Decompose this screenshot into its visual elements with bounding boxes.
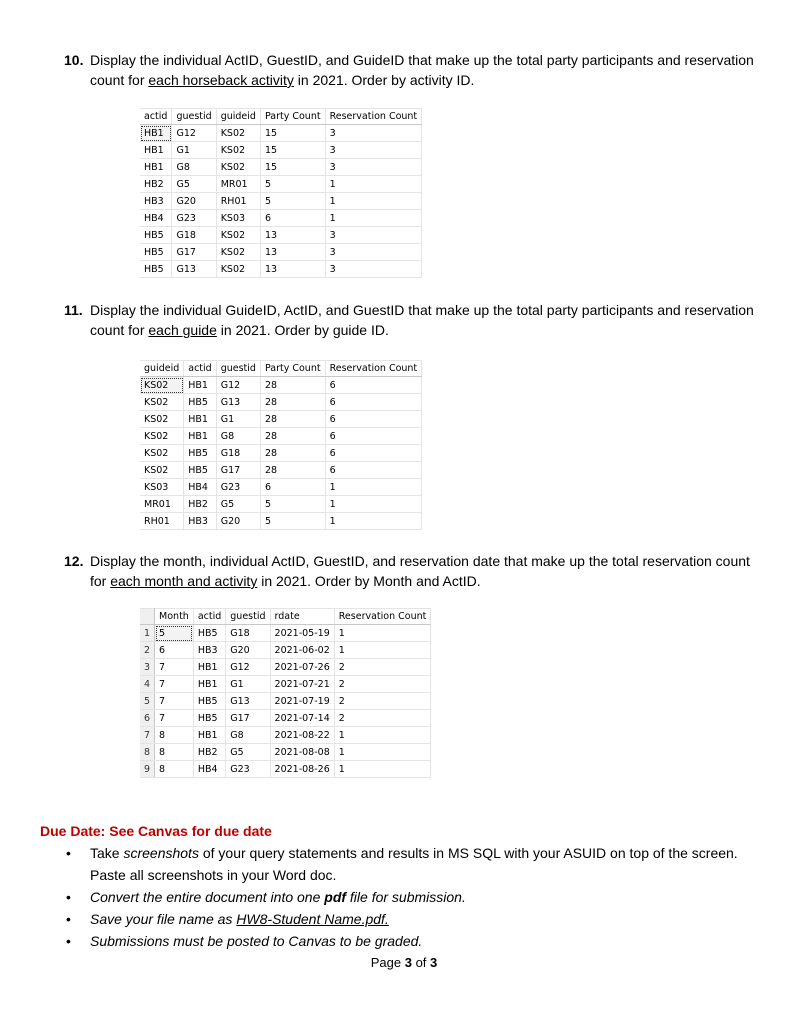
question-text: Display the month, individual ActID, GuestID, and reservation date that make up the total reservation count for	[90, 553, 750, 589]
grid-cell[interactable]: 5	[260, 513, 325, 530]
row-number[interactable]: 1	[140, 625, 155, 642]
grid-cell[interactable]: KS02	[216, 261, 260, 278]
grid-cell[interactable]: 15	[260, 125, 325, 142]
table-row	[140, 159, 422, 176]
grid-cell[interactable]: KS02	[140, 462, 184, 479]
table-row	[140, 761, 431, 778]
instruction-emphasis: pdf	[324, 889, 347, 905]
column-header[interactable]: actid	[184, 361, 216, 377]
grid-cell[interactable]: G17	[172, 244, 216, 261]
grid-cell[interactable]: G8	[226, 727, 270, 744]
grid-cell[interactable]: RH01	[140, 513, 184, 530]
results-grid-q12	[140, 608, 431, 778]
grid-cell[interactable]: 2021-07-26	[270, 659, 334, 676]
grid-cell[interactable]: 7	[155, 710, 194, 727]
file-name-example: HW8-Student Name.pdf.	[236, 911, 389, 927]
grid-cell[interactable]: HB1	[193, 659, 225, 676]
column-header[interactable]: Reservation Count	[325, 361, 422, 377]
table-row	[140, 411, 422, 428]
grid-cell[interactable]: 13	[260, 227, 325, 244]
grid-cell[interactable]: KS02	[140, 394, 184, 411]
instruction-item	[66, 930, 766, 952]
row-number[interactable]: 3	[140, 659, 155, 676]
table-row	[140, 377, 422, 394]
grid-cell[interactable]: G17	[216, 462, 260, 479]
grid-cell[interactable]: 2021-07-14	[270, 710, 334, 727]
question-11	[64, 300, 770, 340]
grid-header-row	[140, 609, 431, 625]
grid-cell[interactable]: 6	[260, 479, 325, 496]
grid-cell[interactable]: 28	[260, 411, 325, 428]
grid-header-row	[140, 361, 422, 377]
grid-cell[interactable]: 28	[260, 462, 325, 479]
grid-cell[interactable]: 1	[334, 625, 431, 642]
grid-cell[interactable]: G18	[172, 227, 216, 244]
grid-cell[interactable]: G23	[226, 761, 270, 778]
grid-cell[interactable]: MR01	[216, 176, 260, 193]
row-number[interactable]: 8	[140, 744, 155, 761]
grid-cell[interactable]: 8	[155, 727, 194, 744]
table-row	[140, 445, 422, 462]
page-footer	[0, 955, 800, 970]
grid-cell[interactable]: G20	[226, 642, 270, 659]
question-underlined: each horseback activity	[148, 72, 294, 88]
question-text: Display the individual ActID, GuestID, and GuideID that make up the total party participants and reservation count for	[90, 52, 754, 88]
column-header[interactable]: Reservation Count	[325, 109, 422, 125]
grid-cell[interactable]: G5	[172, 176, 216, 193]
grid-cell[interactable]: 6	[325, 445, 422, 462]
grid-cell[interactable]: G18	[226, 625, 270, 642]
grid-cell[interactable]: HB1	[140, 125, 172, 142]
instruction-item	[66, 908, 766, 930]
grid-cell[interactable]: RH01	[216, 193, 260, 210]
grid-cell[interactable]: HB2	[193, 744, 225, 761]
instruction-text: file for submission.	[346, 889, 466, 905]
grid-cell[interactable]: G13	[216, 394, 260, 411]
footer-page-number: 3	[404, 955, 412, 970]
grid-cell[interactable]: HB3	[193, 642, 225, 659]
table-row	[140, 428, 422, 445]
column-header[interactable]: Party Count	[260, 361, 325, 377]
grid-cell[interactable]: G18	[216, 445, 260, 462]
question-number: 12.	[64, 553, 84, 569]
grid-cell[interactable]: HB1	[184, 411, 216, 428]
results-grid-q11	[140, 360, 422, 530]
question-10	[64, 50, 770, 90]
bullet-icon: •	[66, 845, 71, 861]
grid-cell[interactable]: G20	[172, 193, 216, 210]
grid-cell[interactable]: HB5	[140, 244, 172, 261]
grid-cell[interactable]: G12	[172, 125, 216, 142]
grid-cell[interactable]: HB5	[140, 261, 172, 278]
column-header[interactable]: rdate	[270, 609, 334, 625]
column-header[interactable]: guestid	[172, 109, 216, 125]
table-row	[140, 394, 422, 411]
grid-cell[interactable]: 3	[325, 159, 422, 176]
question-number: 11.	[64, 302, 83, 318]
question-underlined: each month and activity	[110, 573, 258, 589]
question-text-end: in 2021. Order by activity ID.	[293, 72, 475, 88]
grid-cell[interactable]: 2021-08-08	[270, 744, 334, 761]
column-header[interactable]: guestid	[216, 361, 260, 377]
results-grid-q10	[140, 108, 422, 278]
grid-cell[interactable]: 6	[325, 411, 422, 428]
grid-cell[interactable]: G17	[226, 710, 270, 727]
footer-page-word: Page	[370, 955, 402, 970]
instruction-item	[66, 886, 766, 908]
column-header[interactable]: guestid	[226, 609, 270, 625]
grid-cell[interactable]: 3	[325, 142, 422, 159]
instruction-text: Save your file name as	[90, 911, 237, 927]
table-row	[140, 642, 431, 659]
grid-cell[interactable]: KS02	[216, 142, 260, 159]
grid-cell[interactable]: 1	[334, 761, 431, 778]
grid-cell[interactable]: KS02	[216, 244, 260, 261]
grid-cell[interactable]: HB5	[193, 693, 225, 710]
instruction-text: of your query statements and results in MS SQL with your ASUID on top of the screen. Paste all screenshots in your Word doc.	[90, 845, 738, 883]
grid-cell[interactable]: G8	[172, 159, 216, 176]
grid-cell[interactable]: G1	[172, 142, 216, 159]
grid-cell[interactable]: G13	[172, 261, 216, 278]
grid-cell[interactable]: 2021-05-19	[270, 625, 334, 642]
row-number[interactable]: 7	[140, 727, 155, 744]
grid-cell[interactable]: HB4	[193, 761, 225, 778]
grid-cell[interactable]: 2	[334, 710, 431, 727]
grid-cell[interactable]: 3	[325, 227, 422, 244]
grid-cell[interactable]: G1	[226, 676, 270, 693]
footer-of-word: of	[415, 955, 427, 970]
row-number[interactable]: 9	[140, 761, 155, 778]
grid-cell[interactable]: 6	[325, 394, 422, 411]
grid-cell[interactable]: HB5	[184, 445, 216, 462]
footer-page-total: 3	[430, 955, 438, 970]
grid-cell[interactable]: KS02	[140, 411, 184, 428]
grid-cell[interactable]: 1	[334, 642, 431, 659]
grid-cell[interactable]: 5	[260, 176, 325, 193]
grid-cell[interactable]: 2	[334, 659, 431, 676]
table-row	[140, 227, 422, 244]
grid-cell[interactable]: KS02	[216, 159, 260, 176]
table-row	[140, 744, 431, 761]
column-header[interactable]	[140, 609, 155, 625]
table-row	[140, 625, 431, 642]
grid-cell[interactable]: G1	[216, 411, 260, 428]
instruction-text: Convert the entire document into one	[90, 889, 325, 905]
table-row	[140, 176, 422, 193]
grid-cell[interactable]: KS02	[216, 227, 260, 244]
row-number[interactable]: 5	[140, 693, 155, 710]
instruction-item	[66, 842, 766, 886]
table-row	[140, 659, 431, 676]
grid-cell[interactable]: 28	[260, 445, 325, 462]
question-number: 10.	[64, 52, 84, 68]
question-text-end: in 2021. Order by guide ID.	[216, 322, 389, 338]
table-row	[140, 210, 422, 227]
grid-cell[interactable]: 1	[334, 744, 431, 761]
grid-header-row	[140, 109, 422, 125]
instruction-emphasis: screenshots	[123, 845, 199, 861]
bullet-icon: •	[66, 911, 71, 927]
grid-cell[interactable]: 5	[260, 496, 325, 513]
grid-cell[interactable]: G23	[172, 210, 216, 227]
grid-cell[interactable]: 6	[260, 210, 325, 227]
grid-cell[interactable]: KS03	[216, 210, 260, 227]
grid-cell[interactable]: 1	[325, 193, 422, 210]
table-row	[140, 193, 422, 210]
grid-cell[interactable]: 3	[325, 261, 422, 278]
grid-cell[interactable]: 6	[325, 428, 422, 445]
row-number[interactable]: 4	[140, 676, 155, 693]
grid-cell[interactable]: G8	[216, 428, 260, 445]
grid-cell[interactable]: 2021-07-19	[270, 693, 334, 710]
instruction-text: Submissions must be posted to Canvas to be graded.	[90, 933, 423, 949]
grid-cell[interactable]: HB1	[193, 676, 225, 693]
grid-cell[interactable]: 2021-07-21	[270, 676, 334, 693]
column-header[interactable]: guideid	[216, 109, 260, 125]
grid-cell[interactable]: 28	[260, 377, 325, 394]
grid-cell[interactable]: 2021-06-02	[270, 642, 334, 659]
due-date-heading: Due Date: See Canvas for due date	[40, 823, 272, 839]
question-12	[64, 551, 770, 591]
question-text: Display the individual GuideID, ActID, and GuestID that make up the total party participants and reservation count for	[90, 302, 754, 338]
table-row	[140, 513, 422, 530]
grid-cell[interactable]: 8	[155, 761, 194, 778]
grid-cell[interactable]: HB2	[184, 496, 216, 513]
table-row	[140, 479, 422, 496]
grid-cell[interactable]: HB5	[193, 710, 225, 727]
grid-cell[interactable]: 1	[325, 176, 422, 193]
grid-cell[interactable]: 2021-08-26	[270, 761, 334, 778]
table-row	[140, 693, 431, 710]
grid-cell[interactable]: 2	[334, 676, 431, 693]
grid-cell[interactable]: HB4	[184, 479, 216, 496]
bullet-icon: •	[66, 889, 71, 905]
table-row	[140, 261, 422, 278]
grid-cell[interactable]: HB3	[140, 193, 172, 210]
grid-cell[interactable]: 1	[325, 513, 422, 530]
question-text-end: in 2021. Order by Month and ActID.	[257, 573, 481, 589]
grid-cell[interactable]: HB5	[140, 227, 172, 244]
grid-cell[interactable]: HB3	[184, 513, 216, 530]
grid-cell[interactable]: G23	[216, 479, 260, 496]
grid-cell[interactable]: 3	[325, 244, 422, 261]
grid-cell[interactable]: 15	[260, 142, 325, 159]
grid-cell[interactable]: 8	[155, 744, 194, 761]
grid-cell[interactable]: HB1	[184, 428, 216, 445]
column-header[interactable]: Party Count	[260, 109, 325, 125]
table-row	[140, 727, 431, 744]
grid-cell[interactable]: 28	[260, 394, 325, 411]
grid-cell[interactable]: HB2	[140, 176, 172, 193]
grid-cell[interactable]: HB1	[193, 727, 225, 744]
grid-cell[interactable]: G5	[226, 744, 270, 761]
grid-cell[interactable]: HB1	[184, 377, 216, 394]
grid-cell[interactable]: KS02	[140, 428, 184, 445]
grid-cell[interactable]: KS02	[216, 125, 260, 142]
instructions-list	[66, 842, 766, 952]
grid-cell[interactable]: 13	[260, 244, 325, 261]
grid-cell[interactable]: 28	[260, 428, 325, 445]
column-header[interactable]: actid	[140, 109, 172, 125]
grid-cell[interactable]: HB5	[184, 462, 216, 479]
grid-cell[interactable]: 6	[155, 642, 194, 659]
grid-cell[interactable]: HB1	[140, 159, 172, 176]
grid-cell[interactable]: 2021-08-22	[270, 727, 334, 744]
grid-cell[interactable]: 1	[325, 210, 422, 227]
bullet-icon: •	[66, 933, 71, 949]
table-row	[140, 244, 422, 261]
row-number[interactable]: 2	[140, 642, 155, 659]
column-header[interactable]: Month	[155, 609, 194, 625]
question-underlined: each guide	[148, 322, 217, 338]
grid-cell[interactable]: G20	[216, 513, 260, 530]
grid-cell[interactable]: 5	[155, 625, 194, 642]
grid-cell[interactable]: 3	[325, 125, 422, 142]
table-row	[140, 462, 422, 479]
grid-cell[interactable]: MR01	[140, 496, 184, 513]
table-row	[140, 142, 422, 159]
column-header[interactable]: guideid	[140, 361, 184, 377]
table-row	[140, 676, 431, 693]
instruction-text: Take	[90, 845, 124, 861]
grid-cell[interactable]: 1	[325, 496, 422, 513]
grid-cell[interactable]: KS03	[140, 479, 184, 496]
grid-cell[interactable]: 15	[260, 159, 325, 176]
grid-cell[interactable]: 13	[260, 261, 325, 278]
column-header[interactable]: Reservation Count	[334, 609, 431, 625]
grid-cell[interactable]: G12	[216, 377, 260, 394]
grid-cell[interactable]: HB4	[140, 210, 172, 227]
grid-cell[interactable]: 6	[325, 462, 422, 479]
grid-cell[interactable]: KS02	[140, 445, 184, 462]
grid-cell[interactable]: HB5	[193, 625, 225, 642]
grid-cell[interactable]: 2	[334, 693, 431, 710]
column-header[interactable]: actid	[193, 609, 225, 625]
table-row	[140, 710, 431, 727]
grid-cell[interactable]: 1	[325, 479, 422, 496]
grid-cell[interactable]: 1	[334, 727, 431, 744]
grid-cell[interactable]: G13	[226, 693, 270, 710]
row-number[interactable]: 6	[140, 710, 155, 727]
grid-cell[interactable]: 7	[155, 659, 194, 676]
grid-cell[interactable]: KS02	[140, 377, 184, 394]
grid-cell[interactable]: G12	[226, 659, 270, 676]
grid-cell[interactable]: 6	[325, 377, 422, 394]
table-row	[140, 496, 422, 513]
table-row	[140, 125, 422, 142]
grid-cell[interactable]: G5	[216, 496, 260, 513]
grid-cell[interactable]: 5	[260, 193, 325, 210]
grid-cell[interactable]: 7	[155, 676, 194, 693]
grid-cell[interactable]: HB5	[184, 394, 216, 411]
grid-cell[interactable]: HB1	[140, 142, 172, 159]
grid-cell[interactable]: 7	[155, 693, 194, 710]
